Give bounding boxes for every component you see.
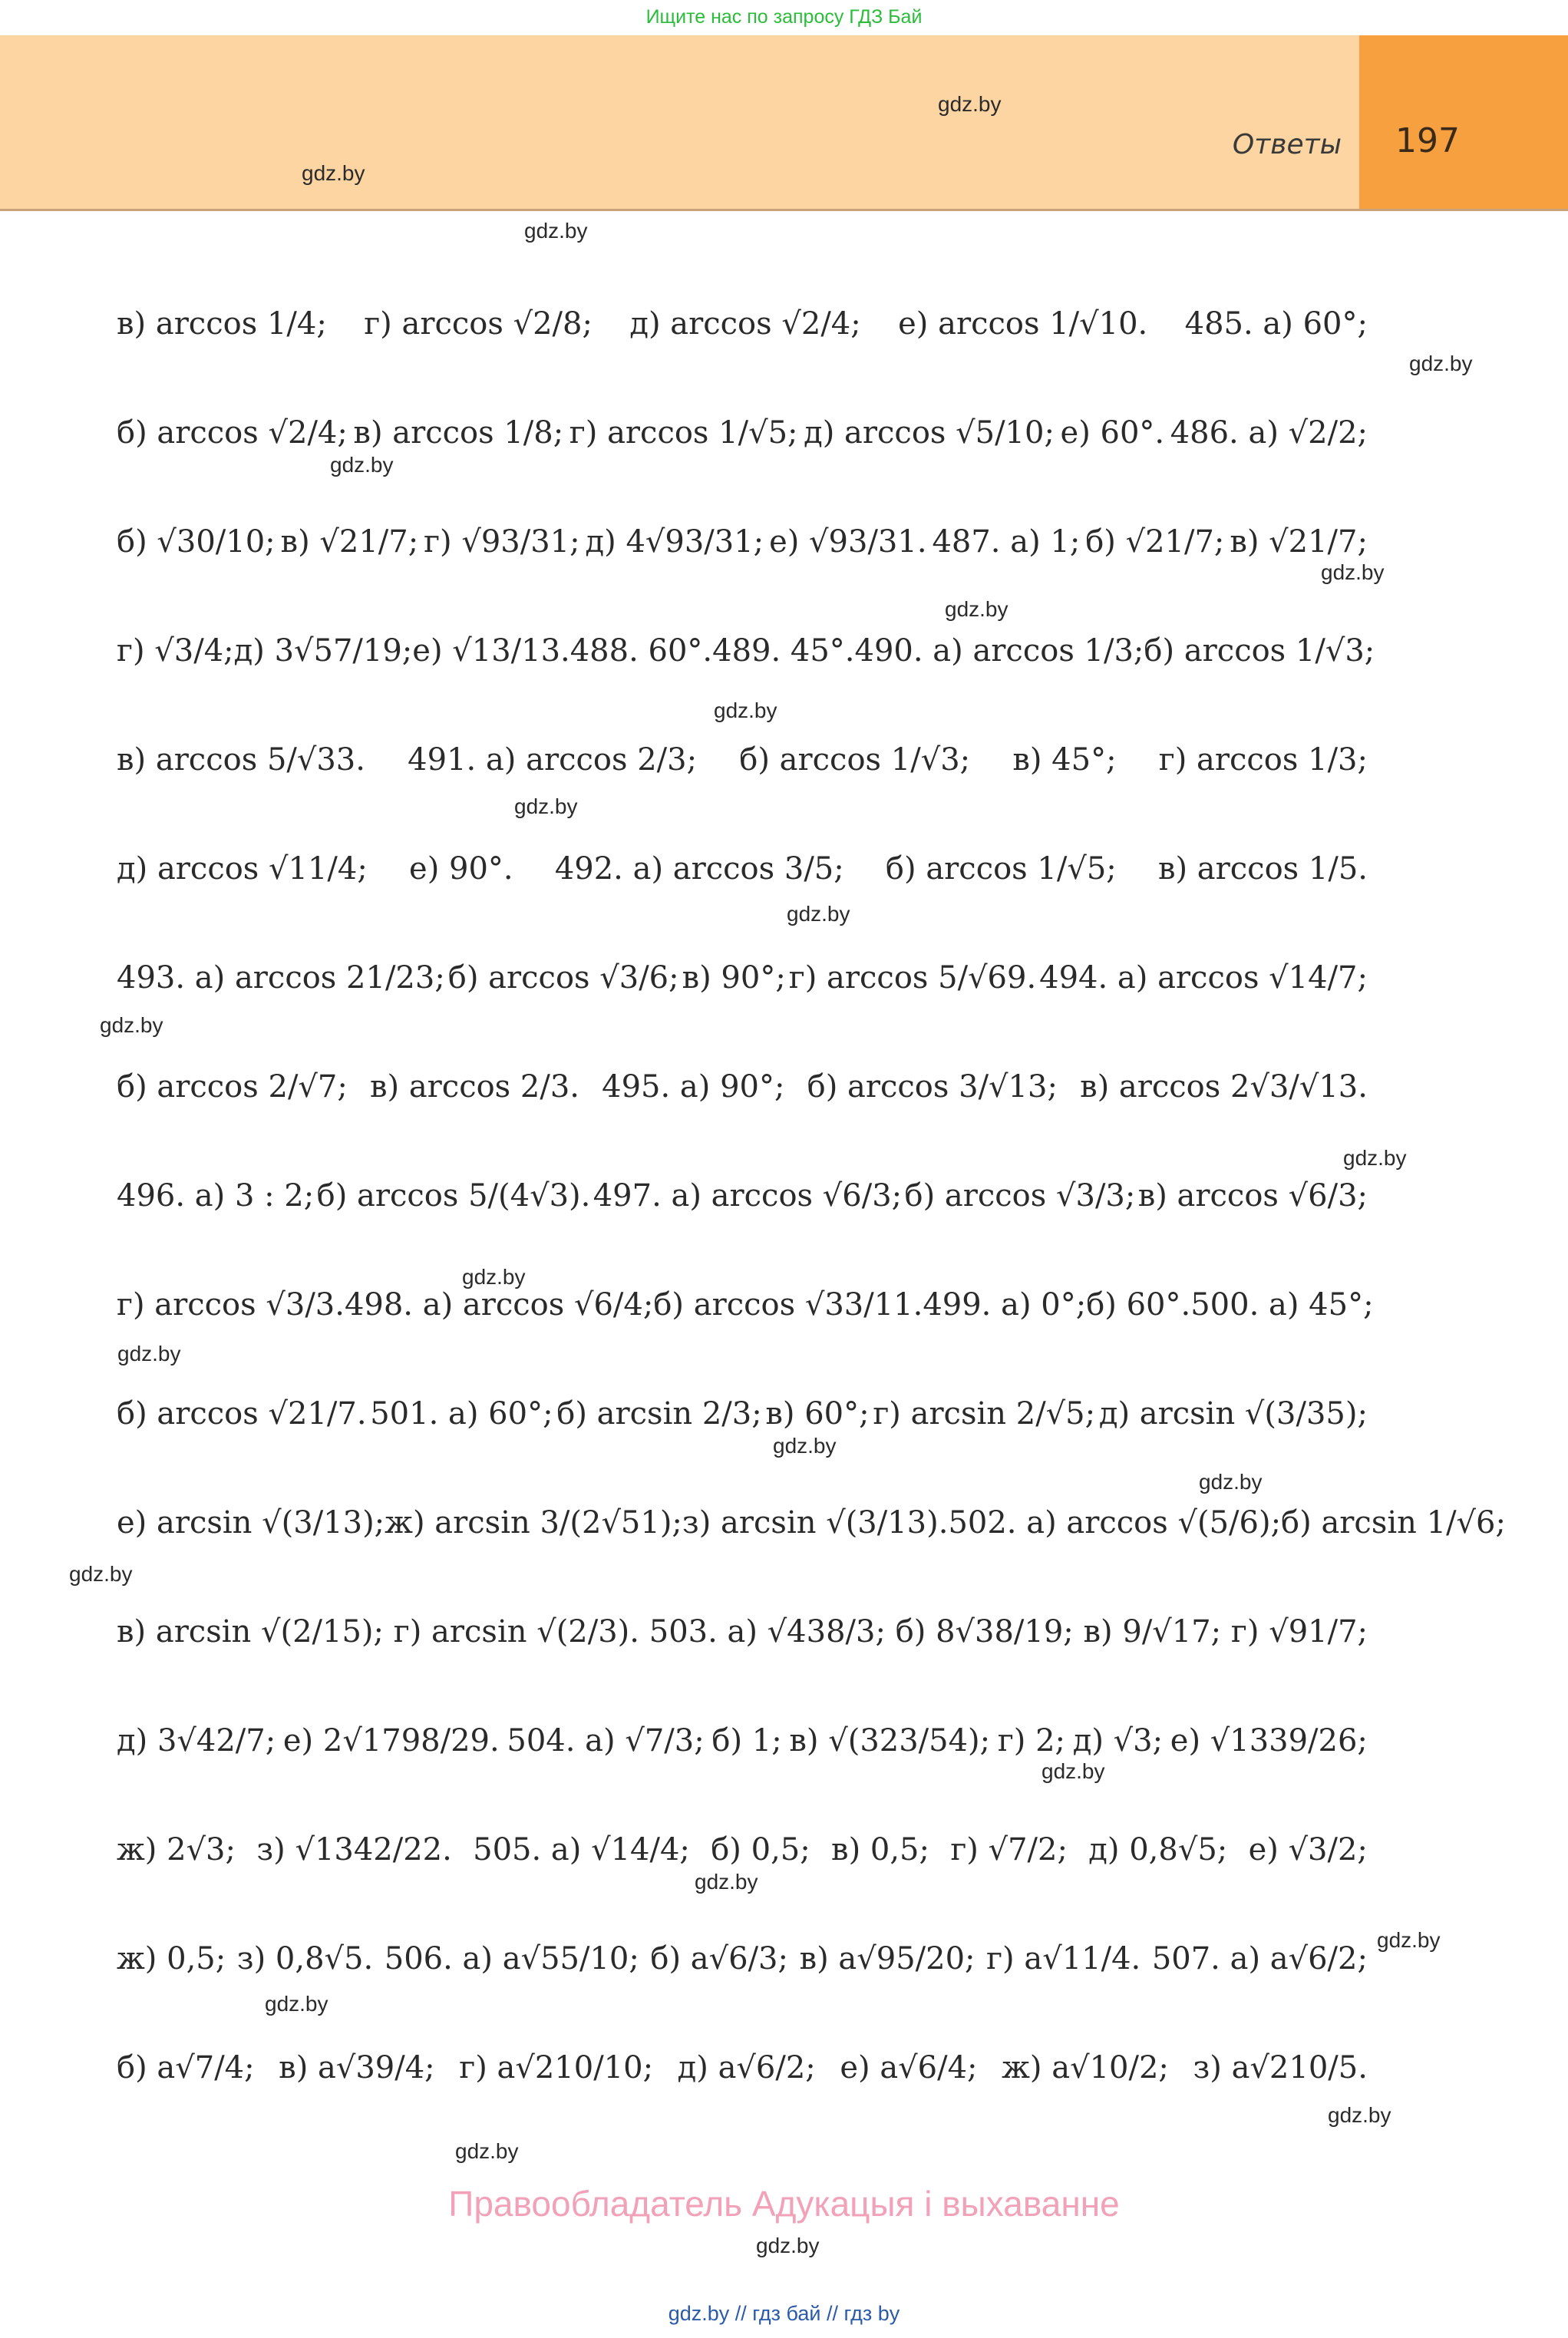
answer-line [117, 379, 1368, 487]
answer-line [117, 1687, 1368, 1795]
answer-item: б) arccos √3/3; [904, 1178, 1136, 1214]
answer-item: б) 60°. [1086, 1287, 1191, 1323]
answer-item: 496. а) 3 : 2; [117, 1178, 315, 1214]
answer-item: б) 0,5; [711, 1832, 810, 1867]
answer-line [117, 706, 1368, 814]
answer-item: в) √(323/54); [789, 1723, 991, 1758]
answer-item: е) arccos 1/√10. [898, 306, 1148, 342]
watermark: gdz.by [265, 1992, 328, 2016]
answer-item: 501. а) 60°; [370, 1396, 553, 1432]
answer-item: 502. а) arccos √(5/6); [948, 1505, 1282, 1541]
answer-item: д) arccos √11/4; [117, 851, 368, 887]
answer-item: б) arcsin 1/√6; [1281, 1505, 1506, 1541]
watermark: gdz.by [945, 597, 1008, 621]
answer-line [117, 1578, 1368, 1686]
answer-item: е) a√6/4; [840, 2050, 978, 2085]
answer-item: в) arccos 1/4; [117, 306, 327, 342]
answer-item: 489. 45°. [712, 633, 855, 669]
answer-item: г) a√210/10; [459, 2050, 654, 2085]
answer-item: е) 60°. [1060, 415, 1165, 451]
answer-item: в) 90°; [682, 960, 786, 996]
answer-item: 488. 60°. [569, 633, 713, 669]
answer-item: в) 45°; [1012, 742, 1117, 778]
answer-line [117, 270, 1368, 378]
answer-item: в) √21/7; [1230, 524, 1368, 560]
answer-item: в) arcsin √(2/15); [117, 1614, 385, 1649]
answer-item: 498. а) arccos √6/4; [344, 1287, 654, 1323]
answer-item: в) arccos √6/3; [1137, 1178, 1368, 1214]
answer-item: б) arccos 1/√3; [739, 742, 971, 778]
watermark: gdz.by [1321, 560, 1385, 584]
page-header [0, 35, 1568, 211]
answer-item: д) arcsin √(3/35); [1098, 1396, 1368, 1432]
answer-item: ж) a√10/2; [1002, 2050, 1169, 2085]
answer-item: б) arccos 1/√3; [1144, 633, 1375, 669]
answer-item: б) a√7/4; [117, 2050, 255, 2085]
watermark: gdz.by [1409, 352, 1473, 375]
answer-item: в) 9/√17; [1083, 1614, 1222, 1649]
answer-item: б) a√6/3; [650, 1941, 788, 1976]
answer-item: в) 60°; [765, 1396, 870, 1432]
answer-item: г) √93/31; [424, 524, 580, 560]
answer-item: г) √7/2; [950, 1832, 1068, 1867]
answer-item: б) arccos 2/√7; [117, 1069, 348, 1105]
answer-item: г) arccos 1/3; [1158, 742, 1368, 778]
answer-item: е) √3/2; [1248, 1832, 1368, 1867]
answer-line [117, 1251, 1374, 1359]
answer-line [117, 1469, 1506, 1577]
answer-item: в) arccos 1/5. [1157, 851, 1368, 887]
answer-item: б) arccos 1/√5; [885, 851, 1117, 887]
watermark: gdz.by [117, 1342, 181, 1365]
answer-item: 504. а) √7/3; [507, 1723, 705, 1758]
answer-item: г) √91/7; [1230, 1614, 1368, 1649]
watermark: gdz.by [1343, 1146, 1407, 1170]
answer-item: г) arccos 5/√69. [788, 960, 1037, 996]
watermark: gdz.by [756, 2234, 820, 2257]
answer-item: д) arccos √5/10; [804, 415, 1055, 451]
answer-item: д) 0,8√5; [1088, 1832, 1228, 1867]
answer-item: г) 2; [997, 1723, 1066, 1758]
answer-item: б) arccos √2/4; [117, 415, 348, 451]
answer-item: в) arccos 2/3. [369, 1069, 580, 1105]
answer-item: 497. а) arccos √6/3; [593, 1178, 903, 1214]
answer-item: з) arcsin √(3/13). [682, 1505, 949, 1541]
answer-line [117, 1796, 1368, 1904]
watermark: gdz.by [1328, 2103, 1391, 2127]
answer-item: з) 0,8√5. [236, 1941, 374, 1976]
answer-item: ж) 0,5; [117, 1941, 226, 1976]
answer-item: 500. а) 45°; [1190, 1287, 1374, 1323]
answer-item: 503. а) √438/3; [649, 1614, 886, 1649]
answer-line [117, 597, 1375, 705]
answer-item: б) arccos 3/√13; [807, 1069, 1058, 1105]
answer-item: г) arccos 1/√5; [569, 415, 798, 451]
footer-links: gdz.by // гдз бай // гдз by [668, 2302, 900, 2325]
answer-item: г) arcsin √(2/3). [393, 1614, 639, 1649]
answer-line [117, 488, 1368, 596]
answer-line [117, 1905, 1368, 2013]
watermark: gdz.by [787, 902, 850, 926]
answer-item: в) 0,5; [831, 1832, 929, 1867]
watermark: gdz.by [524, 219, 588, 243]
watermark: gdz.by [69, 1562, 133, 1586]
watermark: gdz.by [455, 2139, 519, 2163]
top-note: Ищите нас по запросу ГДЗ Бай [645, 6, 923, 28]
answer-item: з) a√210/5. [1193, 2050, 1368, 2085]
answer-item: д) √3; [1072, 1723, 1164, 1758]
answer-item: г) √3/4; [117, 633, 234, 669]
answer-item: б) √30/10; [117, 524, 276, 560]
watermark: gdz.by [462, 1265, 526, 1289]
answer-item: б) 8√38/19; [895, 1614, 1074, 1649]
answer-item: б) arcsin 2/3; [556, 1396, 762, 1432]
answer-item: е) √13/13. [412, 633, 570, 669]
answer-item: г) arccos √3/3. [117, 1287, 345, 1323]
watermark: gdz.by [1199, 1470, 1263, 1494]
answer-item: 492. а) arccos 3/5; [554, 851, 844, 887]
answer-item: д) arccos √2/4; [629, 306, 861, 342]
answer-item: 507. а) a√6/2; [1151, 1941, 1368, 1976]
answer-item: в) arccos 5/√33. [117, 742, 365, 778]
answer-item: 485. а) 60°; [1184, 306, 1368, 342]
answer-item: 495. а) 90°; [602, 1069, 785, 1105]
answer-item: 486. а) √2/2; [1170, 415, 1368, 451]
answer-item: е) 2√1798/29. [282, 1723, 500, 1758]
answer-item: е) arcsin √(3/13); [117, 1505, 385, 1541]
answer-line [117, 1033, 1368, 1141]
answer-item: 490. а) arccos 1/3; [854, 633, 1144, 669]
answer-line [117, 2014, 1368, 2122]
answer-item: д) 3√57/19; [233, 633, 413, 669]
answer-item: в) arccos 2√3/√13. [1080, 1069, 1368, 1105]
answer-item: 499. а) 0°; [923, 1287, 1087, 1323]
answer-item: е) √1339/26; [1170, 1723, 1368, 1758]
answer-item: в) a√39/4; [279, 2050, 435, 2085]
page-number-tab [1359, 35, 1568, 209]
answer-item: б) arccos √33/11. [653, 1287, 923, 1323]
answer-item: б) arccos √21/7. [117, 1396, 367, 1432]
answer-item: ж) arcsin 3/(2√51); [385, 1505, 682, 1541]
answer-line [117, 924, 1368, 1032]
answer-item: в) √21/7; [280, 524, 419, 560]
answer-item: г) arccos √2/8; [364, 306, 593, 342]
answer-item: е) √93/31. [769, 524, 927, 560]
answer-item: 494. а) arccos √14/7; [1039, 960, 1368, 996]
answer-item: 491. а) arccos 2/3; [408, 742, 698, 778]
answer-item: б) arccos 5/(4√3). [316, 1178, 591, 1214]
watermark: gdz.by [514, 794, 578, 818]
answer-item: г) a√11/4. [986, 1941, 1141, 1976]
rights-holder-note: Правообладатель Адукацыя і выхаванне [448, 2184, 1120, 2224]
answer-line [117, 815, 1368, 923]
watermark: gdz.by [100, 1013, 163, 1037]
page-number: 197 [1395, 121, 1460, 160]
answer-item: в) arccos 1/8; [353, 415, 564, 451]
watermark: gdz.by [302, 161, 365, 185]
answer-item: в) a√95/20; [799, 1941, 975, 1976]
answer-item: 505. а) √14/4; [473, 1832, 690, 1867]
answer-item: д) 4√93/31; [585, 524, 764, 560]
answer-item: ж) 2√3; [117, 1832, 236, 1867]
answer-item: б) arccos √3/6; [447, 960, 679, 996]
answer-line [117, 1360, 1368, 1468]
watermark: gdz.by [938, 92, 1002, 116]
watermark: gdz.by [330, 453, 394, 477]
answer-line [117, 1142, 1368, 1250]
watermark: gdz.by [1377, 1928, 1441, 1952]
watermark: gdz.by [1041, 1759, 1105, 1783]
answer-item: 487. а) 1; [932, 524, 1081, 560]
watermark: gdz.by [695, 1870, 758, 1894]
answer-item: г) arcsin 2/√5; [873, 1396, 1096, 1432]
watermark: gdz.by [714, 698, 777, 722]
answer-item: 506. а) a√55/10; [384, 1941, 639, 1976]
answer-item: б) 1; [711, 1723, 782, 1758]
answer-item: з) √1342/22. [256, 1832, 452, 1867]
watermark: gdz.by [773, 1434, 837, 1458]
section-title: Ответы [1232, 129, 1342, 160]
answer-item: е) 90°. [409, 851, 513, 887]
answer-item: д) a√6/2; [677, 2050, 816, 2085]
answer-item: б) √21/7; [1085, 524, 1225, 560]
answer-item: д) 3√42/7; [117, 1723, 276, 1758]
answer-item: 493. а) arccos 21/23; [117, 960, 445, 996]
